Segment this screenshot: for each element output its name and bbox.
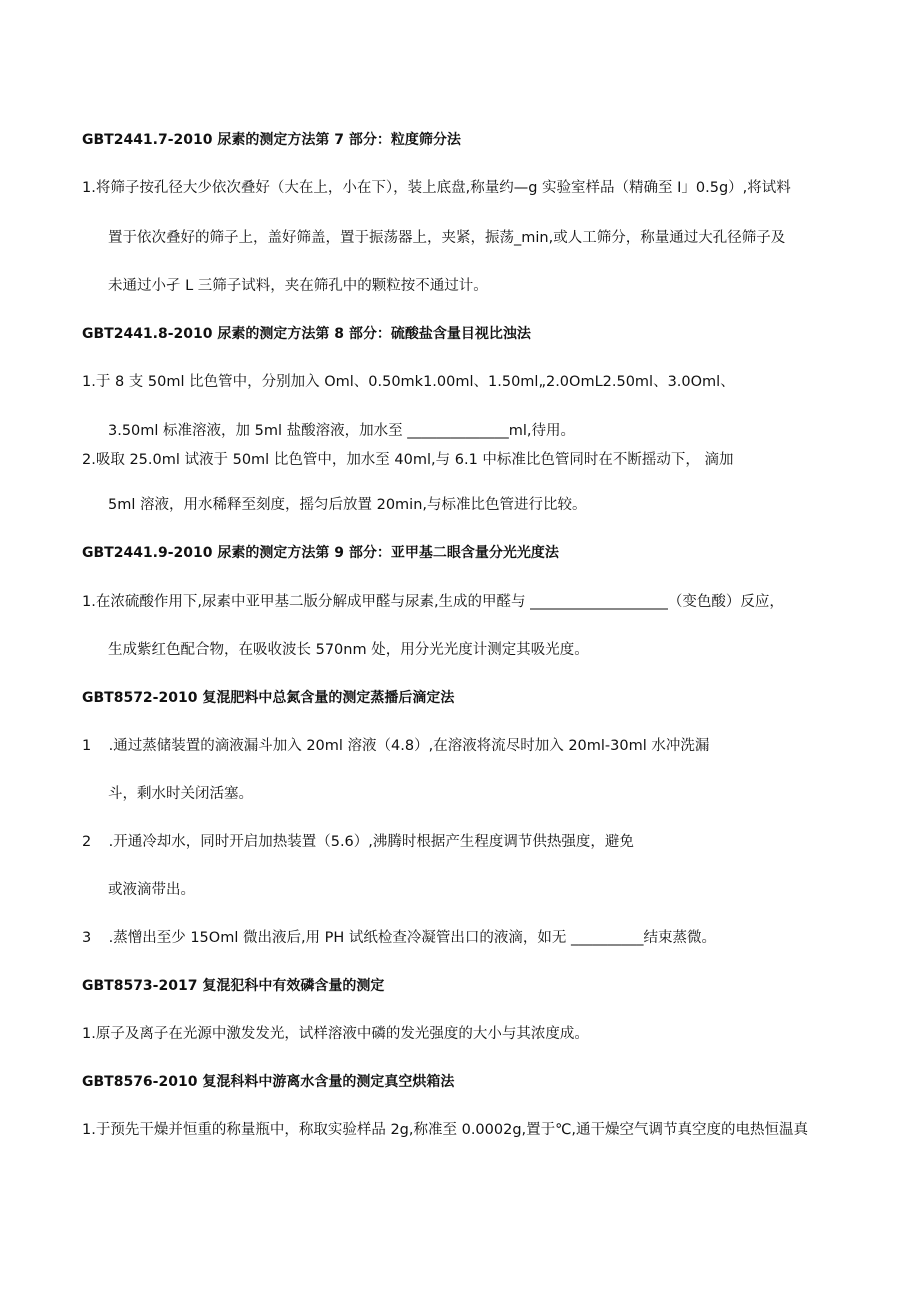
section-heading-gbt8572: GBT8572-2010 复混肥料中总氮含量的测定蒸播后滴定法 [82, 690, 455, 706]
paragraph-line: 置于依次叠好的筛子上，盖好筛盖，置于振荡器上，夹紧，振荡_min,或人工筛分，称量通过大孔径筛子及 [108, 230, 786, 246]
paragraph-line: 1.于 8 支 50ml 比色管中，分别加入 Oml、0.50mk1.00ml、1.50ml„2.0OmL2.50ml、3.0Oml、 [82, 374, 735, 390]
paragraph-line: 5ml 溶液，用水稀释至刻度，摇匀后放置 20min,与标准比色管进行比较。 [108, 497, 587, 513]
paragraph-text: .开通冷却水，同时开启加热装置（5.6）,沸腾时根据产生程度调节供热强度，避免 [108, 834, 634, 850]
numbered-paragraph-line [82, 736, 709, 756]
section-heading-gbt2441-7: GBT2441.7-2010 尿素的测定方法第 7 部分：粒度筛分法 [82, 132, 461, 148]
paragraph-line: 1.在浓硫酸作用下,尿素中亚甲基二版分解成甲醛与尿素,生成的甲醛与 ___________________（变色酸）反应， [82, 594, 784, 610]
paragraph-line: 或液滴带出。 [108, 882, 195, 898]
paragraph-line: 1.原子及离子在光源中激发发光，试样溶液中磷的发光强度的大小与其浓度成。 [82, 1026, 589, 1042]
section-heading-gbt8576: GBT8576-2010 复混科料中游离水含量的测定真空烘箱法 [82, 1074, 455, 1090]
paragraph-line: 2.吸取 25.0ml 试液于 50ml 比色管中，加水至 40ml,与 6.1 中标准比色管同时在不断摇动下， 滴加 [82, 452, 734, 468]
list-number: 2 [82, 834, 92, 850]
section-heading-gbt8573: GBT8573-2017 复混犯科中有效磷含量的测定 [82, 978, 385, 994]
section-heading-gbt2441-8: GBT2441.8-2010 尿素的测定方法第 8 部分：硫酸盐含量目视比浊法 [82, 326, 531, 342]
paragraph-line: 生成紫红色配合物，在吸收波长 570nm 处，用分光光度计测定其吸光度。 [108, 642, 589, 658]
numbered-paragraph-line [82, 832, 634, 852]
list-number: 3 [82, 930, 92, 946]
paragraph-line: 1.于预先干燥并恒重的称量瓶中，称取实验样品 2g,称准至 0.0002g,置于℃,通干燥空气调节真空度的电热恒温真 [82, 1122, 809, 1138]
paragraph-line: 未通过小孑 L 三筛子试料，夹在筛孔中的颗粒按不通过计。 [108, 278, 488, 294]
section-heading-gbt2441-9: GBT2441.9-2010 尿素的测定方法第 9 部分：亚甲基二眼含量分光光度法 [82, 545, 559, 561]
paragraph-text: .蒸憎出至少 15Oml 微出液后,用 PH 试纸检查冷凝管出口的液滴，如无 __________结束蒸微。 [108, 930, 717, 946]
paragraph-text: .通过蒸储装置的滴液漏斗加入 20ml 溶液（4.8）,在溶液将流尽时加入 20ml-30ml 水冲洗漏 [108, 738, 710, 754]
list-number: 1 [82, 738, 92, 754]
paragraph-line: 3.50ml 标准溶液，加 5ml 盐酸溶液，加水至 ______________ml,待用。 [108, 423, 576, 439]
paragraph-line: 1.将筛子按孔径大少依次叠好（大在上，小在下），装上底盘,称量约—g 实验室样品（精确至 I」0.5g）,将试料 [82, 180, 791, 196]
numbered-paragraph-line [82, 928, 716, 948]
paragraph-line: 斗，剩水时关闭活塞。 [108, 786, 253, 802]
